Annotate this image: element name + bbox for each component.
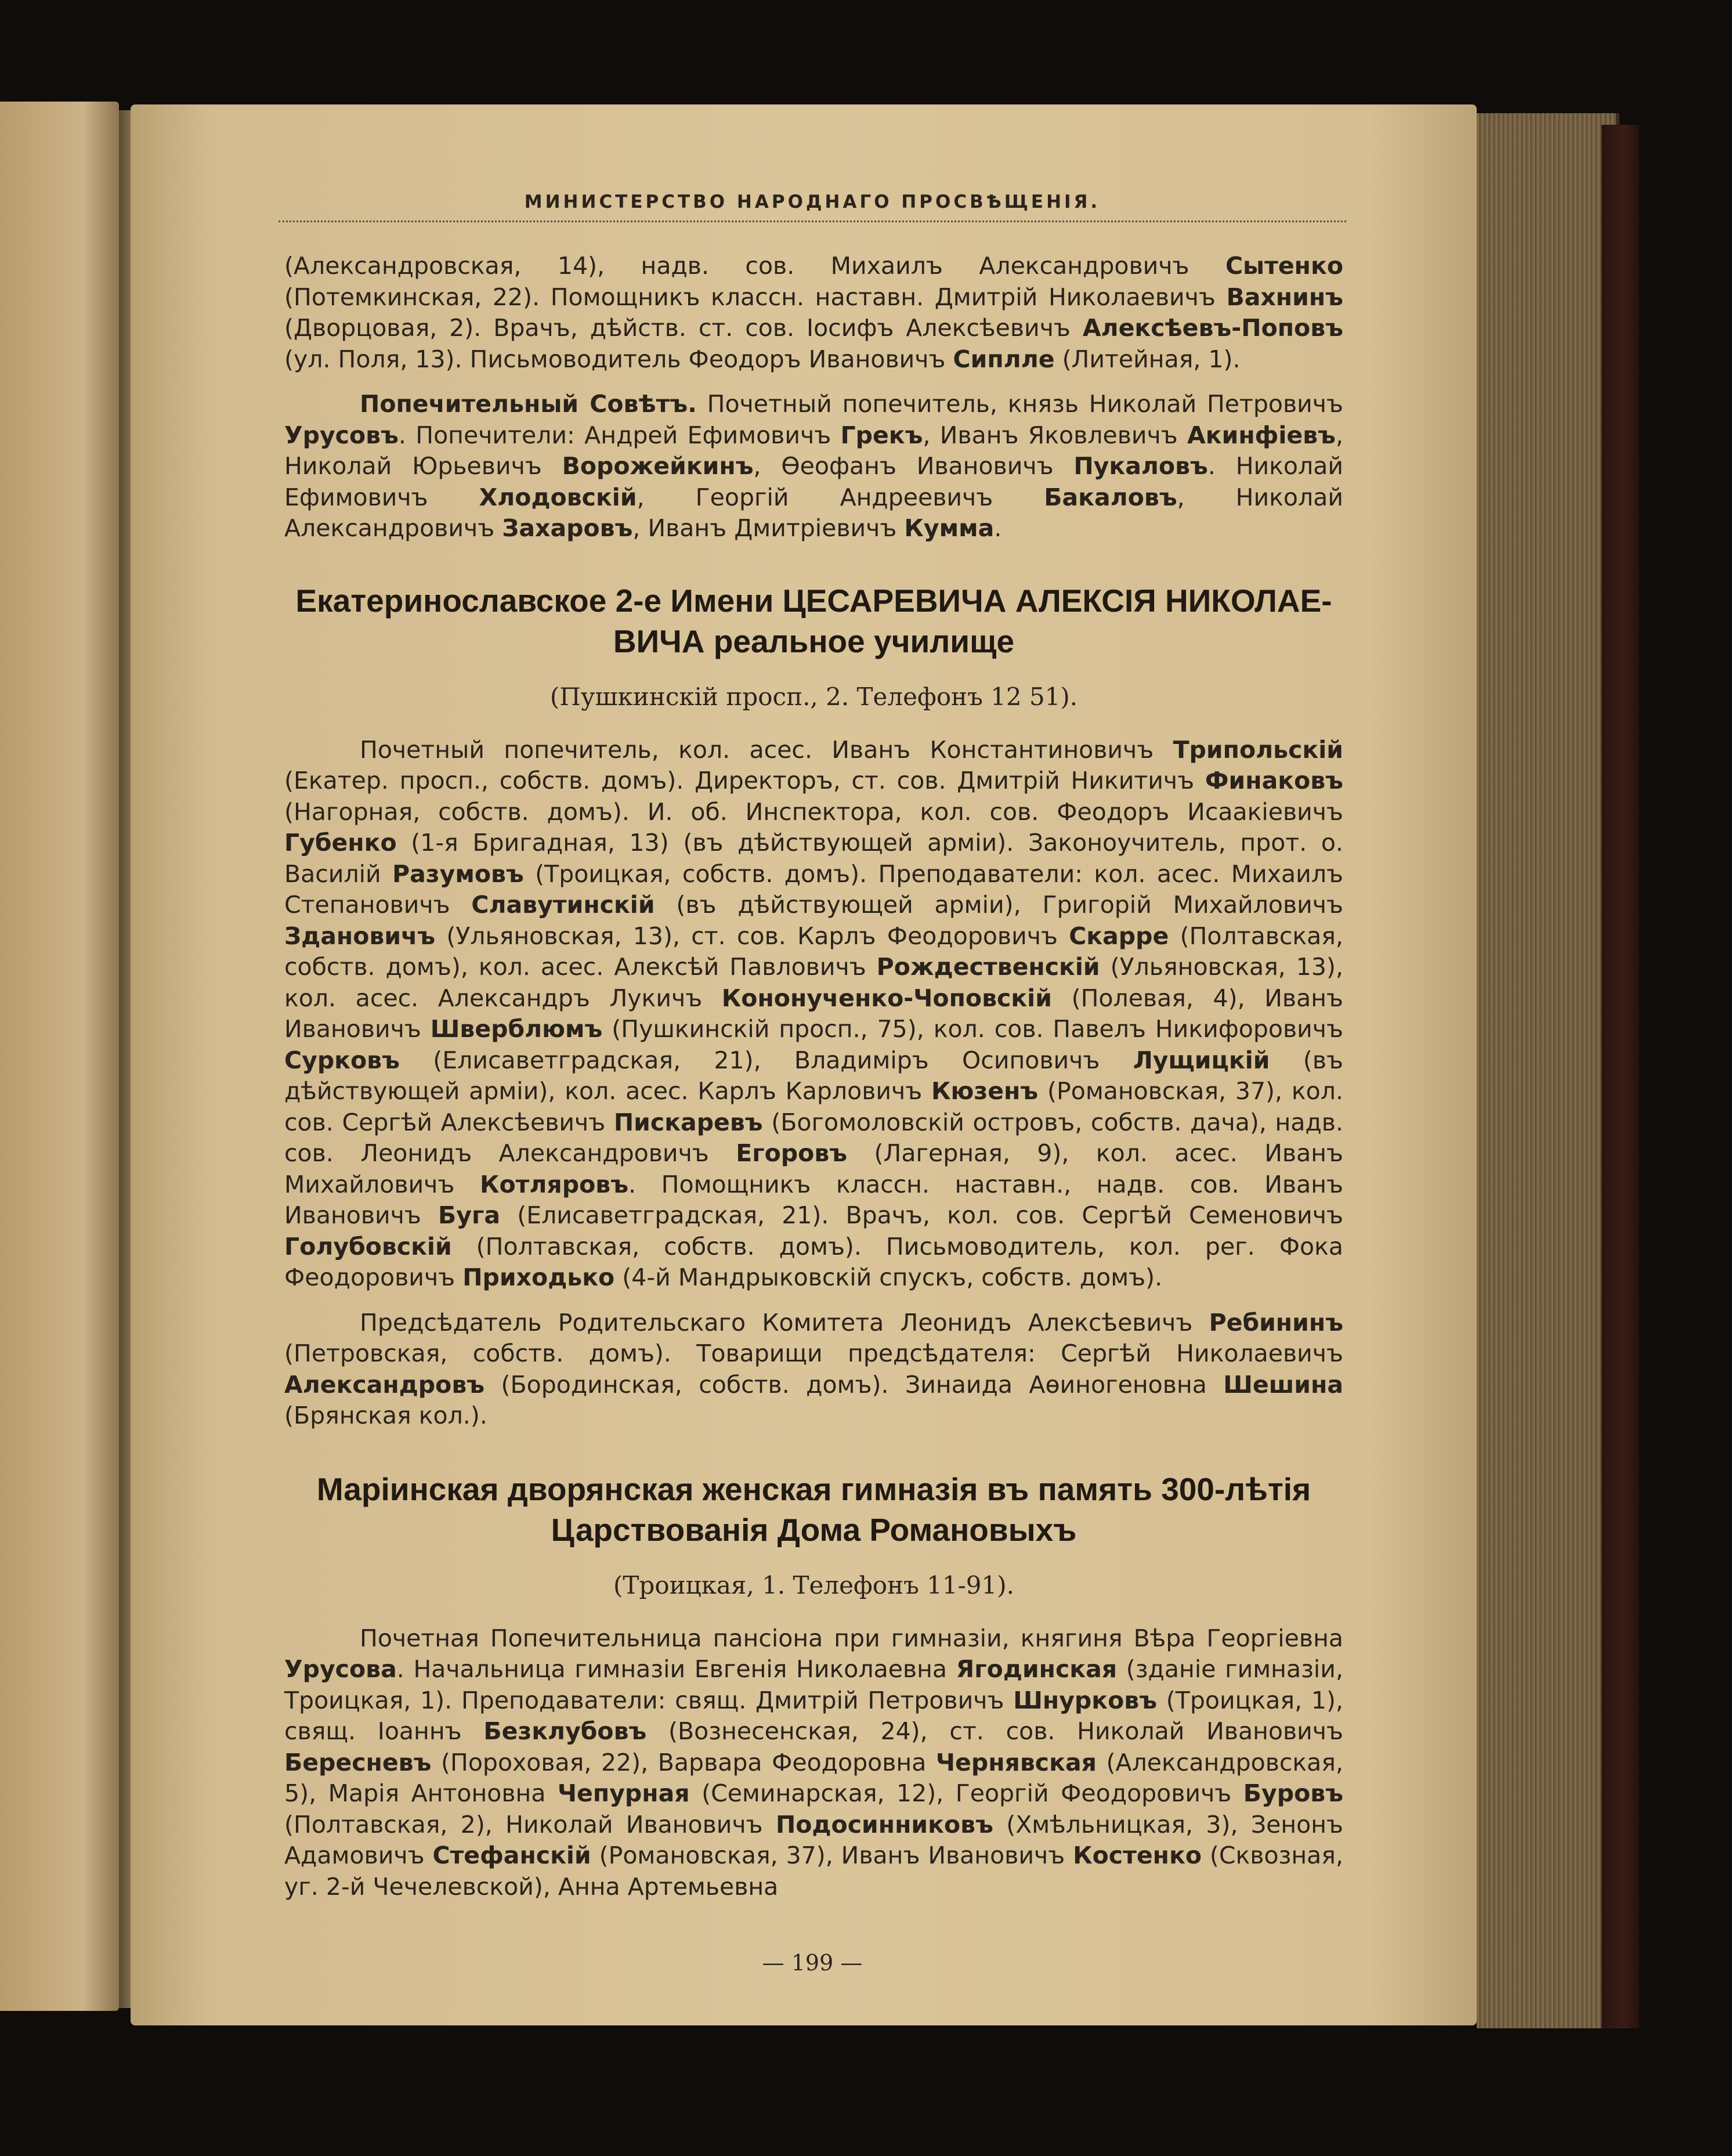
intro-paragraph: (Александровская, 14), надв. сов. Михаилъ Александровичъ Сытенко (Потемкинская, 22). Помощникъ классн. наставн. Дмитрій Николаевичъ Вахнинъ (Дворцовая, 2). Врачъ, дѣйств. ст. сов. Іосифъ Алексѣевичъ Алексѣевъ-Поповъ (ул. Поля, 13). Письмоводитель Феодоръ Ивановичъ Сиплле (Литейная, 1).: [284, 252, 1343, 373]
school1-title-line2: ВИЧА реальное училище: [613, 623, 1015, 659]
council-paragraph: Попечительный Совѣтъ. Почетный попечитель, князь Николай Петровичъ Урусовъ. Попечители: Андрей Ефимовичъ Грекъ, Иванъ Яковлевичъ Акинфіевъ, Николай Юрьевичъ Ворожейкинъ, Өеофанъ Ивановичъ Пукаловъ. Николай Ефимовичъ Хлодовскій, Георгій Андреевичъ Бакаловъ, Николай Александровичъ Захаровъ, Иванъ Дмитріевичъ Кумма.: [284, 390, 1343, 542]
page-block-edges: [1477, 113, 1619, 2028]
school1-address: (Пушкинскій просп., 2. Телефонъ 12 51).: [549, 682, 1078, 711]
book-cover: [1601, 125, 1639, 2028]
school1-title-line1: Екатеринославское 2-е Имени ЦЕСАРЕВИЧА АЛЕКСІЯ НИКОЛАЕ-: [295, 582, 1332, 619]
section-school1: [284, 580, 1343, 1432]
school1-staff-paragraph: Почетный попечитель, кол. асес. Иванъ Константиновичъ Трипольскій (Екатер. просп., собств. домъ). Директоръ, ст. сов. Дмитрій Никитичъ Финаковъ (Нагорная, собств. домъ). И. об. Инспектора, кол. сов. Феодоръ Исаакіевичъ Губенко (1-я Бригадная, 13) (въ дѣйствующей арміи). Законоучитель, прот. о. Василій Разумовъ (Троицкая, собств. домъ). Преподаватели: кол. асес. Михаилъ Степановичъ Славутинскій (въ дѣйствующей арміи), Григорій Михайловичъ Здановичъ (Ульяновская, 13), ст. сов. Карлъ Феодоровичъ Скарре (Полтавская, собств. домъ), кол. асес. Алексѣй Павловичъ Рождественскій (Ульяновская, 13), кол. асес. Александръ Лукичъ Кононученко-Чоповскій (Полевая, 4), Иванъ Ивановичъ Шверблюмъ (Пушкинскій просп., 75), кол. сов. Павелъ Никифоровичъ Сурковъ (Елисаветградская, 21), Владиміръ Осиповичъ Лущицкій (въ дѣйствующей арміи), кол. асес. Карлъ Карловичъ Кюзенъ (Романовская, 37), кол. сов. Сергѣй Алексѣевичъ Пискаревъ (Богомоловскій островъ, собств. дача), надв. сов. Леонидъ Александровичъ Егоровъ (Лагерная, 9), кол. асес. Иванъ Михайловичъ Котляровъ. Помощникъ классн. наставн., надв. сов. Иванъ Ивановичъ Буга (Елисаветградская, 21). Врачъ, кол. сов. Сергѣй Семеновичъ Голубовскій (Полтавская, собств. домъ). Письмоводитель, кол. рег. Фока Феодоровичъ Приходько (4-й Мандрыковскій спускъ, собств. домъ).: [284, 735, 1344, 1291]
running-header: МИНИСТЕРСТВО НАРОДНАГО ПРОСВѢЩЕНІЯ.: [524, 192, 1101, 212]
header-rule: [279, 221, 1346, 222]
school2-staff-paragraph: Почетная Попечительница пансіона при гимназіи, княгиня Вѣра Георгіевна Урусова. Начальница гимназіи Евгенія Николаевна Ягодинская (зданіе гимназіи, Троицкая, 1). Преподаватели: свящ. Дмитрій Петровичъ Шнурковъ (Троицкая, 1), свящ. Іоаннъ Безклубовъ (Вознесенская, 24), ст. сов. Николай Ивановичъ Бересневъ (Пороховая, 22), Варвара Феодоровна Чернявская (Александровская, 5), Марія Антоновна Чепурная (Семинарская, 12), Георгій Феодоровичъ Буровъ (Полтавская, 2), Николай Ивановичъ Подосинниковъ (Хмѣльницкая, 3), Зенонъ Адамовичъ Стефанскій (Романовская, 37), Иванъ Ивановичъ Костенко (Сквозная, уг. 2-й Чечелевской), Анна Артемьевна: [284, 1624, 1344, 1901]
school2-address: (Троицкая, 1. Телефонъ 11-91).: [613, 1570, 1014, 1599]
page-content: [284, 251, 1343, 1902]
page-number: — 199 —: [762, 1950, 863, 1976]
left-page-edge: [0, 102, 119, 2011]
section-school2: [284, 1469, 1343, 1903]
school2-title-line1: Маріинская дворянская женская гимназія въ память 300-лѣтія: [316, 1471, 1311, 1507]
school2-title-line2: Царствованія Дома Романовыхъ: [551, 1511, 1077, 1548]
school1-committee-paragraph: Предсѣдатель Родительскаго Комитета Леонидъ Алексѣевичъ Ребининъ (Петровская, собств. домъ). Товарищи предсѣдателя: Сергѣй Николаевичъ Александровъ (Бородинская, собств. домъ). Зинаида Аѳиногеновна Шешина (Брянская кол.).: [284, 1308, 1343, 1429]
